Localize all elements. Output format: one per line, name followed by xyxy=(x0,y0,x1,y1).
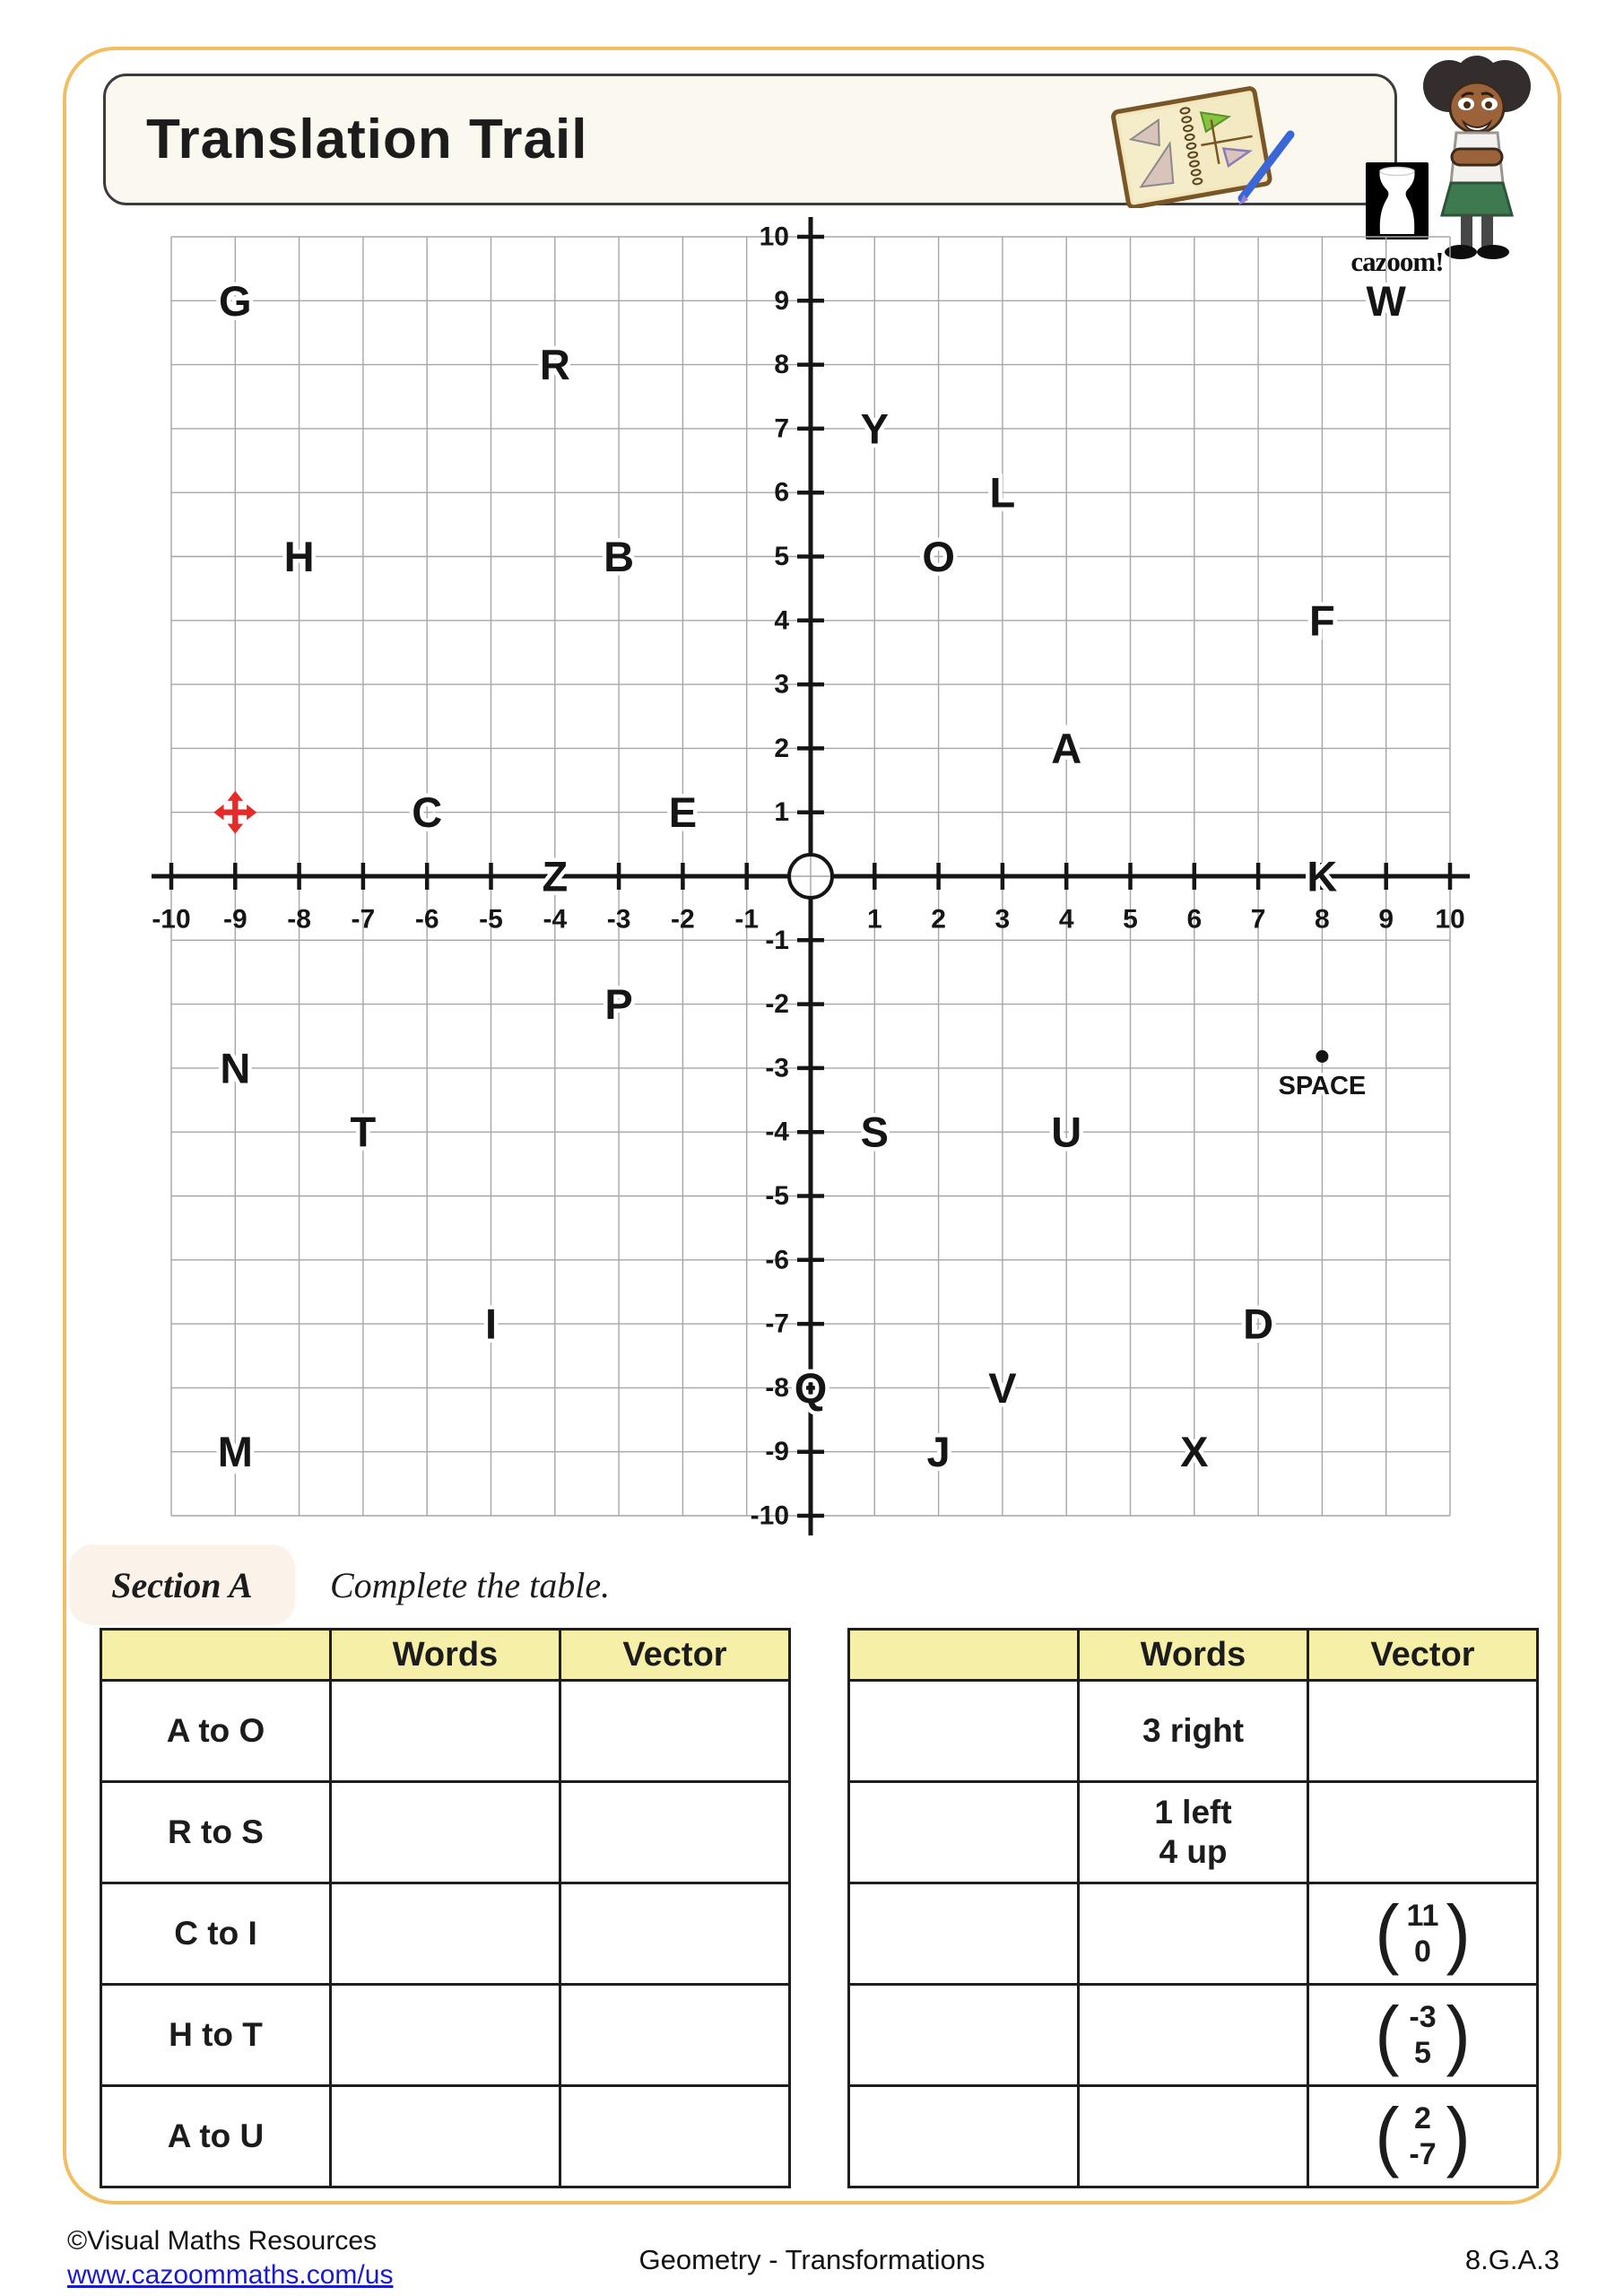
header-words: Words xyxy=(1079,1630,1308,1681)
paren-close: ) xyxy=(1446,1890,1471,1977)
x-tick-label: -4 xyxy=(543,904,568,935)
column-vector xyxy=(1309,1884,1536,1983)
vector-answer-cell xyxy=(1308,1782,1538,1883)
paren-open: ( xyxy=(1375,1991,1400,2078)
grid-point-N: N xyxy=(220,1044,251,1092)
vector-answer-cell xyxy=(560,1883,790,1985)
row-label-cell xyxy=(849,1883,1079,1985)
y-tick-label: -10 xyxy=(750,1500,789,1531)
y-tick-label: 4 xyxy=(774,605,789,636)
table-header-row xyxy=(101,1630,790,1681)
y-tick-label: 6 xyxy=(774,477,789,508)
words-line: 4 up xyxy=(1159,1833,1228,1870)
grid-point-Q: Q xyxy=(794,1363,828,1412)
grid-point-W: W xyxy=(1366,276,1406,325)
grid-point-X: X xyxy=(1180,1428,1209,1476)
y-tick-label: 9 xyxy=(774,285,789,316)
words-answer-cell xyxy=(331,1681,560,1782)
y-tick-label: -4 xyxy=(765,1117,789,1147)
y-tick-label: -8 xyxy=(765,1372,789,1403)
words-answer-cell xyxy=(331,1883,560,1985)
grid-point-G: G xyxy=(219,276,252,325)
row-label: H to T xyxy=(101,1985,331,2086)
words-answer-cell xyxy=(331,2086,560,2187)
grid-point-A: A xyxy=(1051,724,1082,772)
x-tick-label: 5 xyxy=(1123,904,1138,935)
footer-topic: Geometry - Transformations xyxy=(638,2244,986,2275)
row-label-cell xyxy=(849,1681,1079,1782)
vector-answer-cell xyxy=(1308,1681,1538,1782)
words-answer-cell xyxy=(1079,1883,1308,1985)
x-tick-label: -3 xyxy=(606,904,631,935)
table-row xyxy=(849,2086,1538,2187)
y-tick-label: 7 xyxy=(774,413,789,444)
y-tick-label: -5 xyxy=(765,1181,789,1211)
header-blank xyxy=(849,1630,1079,1681)
x-tick-label: -1 xyxy=(734,904,760,935)
space-point-label: SPACE xyxy=(1278,1071,1367,1100)
grid-point-M: M xyxy=(217,1428,253,1476)
words-answer-cell xyxy=(1079,1985,1308,2086)
vector-given-cell xyxy=(1308,1985,1538,2086)
x-tick-label: 8 xyxy=(1315,904,1330,935)
table-row xyxy=(849,1681,1538,1782)
words-given-cell xyxy=(1079,1782,1308,1883)
grid-point-E: E xyxy=(668,788,698,837)
vector-given-cell xyxy=(1308,2086,1538,2187)
vector-top: 11 xyxy=(1406,1898,1439,1933)
grid-point-Y: Y xyxy=(860,404,889,453)
vector-given-cell xyxy=(1308,1883,1538,1985)
website-link[interactable]: www.cazoommaths.com/us xyxy=(67,2260,394,2290)
x-tick-label: 4 xyxy=(1058,904,1074,935)
table-row xyxy=(849,1985,1538,2086)
x-tick-label: -2 xyxy=(671,904,695,935)
vector-answer-cell xyxy=(560,1681,790,1782)
vector-top: 2 xyxy=(1414,2100,1431,2135)
y-tick-label: 1 xyxy=(774,797,789,828)
y-tick-label: 2 xyxy=(774,733,789,763)
x-tick-label: 1 xyxy=(866,904,882,935)
notebook-geometry-icon xyxy=(1070,76,1330,208)
section-a-instruction: Complete the table. xyxy=(330,1565,611,1605)
grid-point-K: K xyxy=(1307,852,1338,900)
space-point-dot xyxy=(1316,1050,1328,1063)
y-tick-label: 3 xyxy=(774,669,789,700)
grid-point-V: V xyxy=(988,1363,1017,1412)
words-answer-cell xyxy=(1079,2086,1308,2187)
x-tick-label: 6 xyxy=(1186,904,1203,935)
grid-point-B: B xyxy=(604,533,635,580)
vector-bottom: 0 xyxy=(1414,1935,1431,1969)
y-tick-label: 10 xyxy=(759,222,789,252)
copyright-text: ©Visual Maths Resources xyxy=(67,2226,378,2256)
table-row xyxy=(101,1985,790,2086)
row-label-cell xyxy=(849,1985,1079,2086)
x-tick-label: -6 xyxy=(414,904,439,935)
row-label: A to U xyxy=(101,2086,331,2187)
x-tick-label: -5 xyxy=(479,904,503,935)
answer-table-right xyxy=(847,1628,1539,2188)
grid-point-L: L xyxy=(989,468,1016,517)
words-line: 1 left xyxy=(1154,1793,1232,1831)
x-tick-label: 7 xyxy=(1250,904,1266,935)
x-tick-label: 10 xyxy=(1435,904,1465,935)
grid-point-P: P xyxy=(604,980,633,1029)
x-tick-label: -10 xyxy=(152,904,191,935)
table-row xyxy=(849,1883,1538,1985)
paren-open: ( xyxy=(1375,2092,1400,2179)
grid-point-T: T xyxy=(350,1108,377,1156)
y-tick-label: -2 xyxy=(765,989,789,1020)
words-line: 3 right xyxy=(1142,1711,1245,1749)
header-vector: Vector xyxy=(1308,1630,1538,1681)
grid-point-J: J xyxy=(926,1428,951,1476)
table-row xyxy=(849,1782,1538,1883)
column-vector xyxy=(1309,1986,1536,2084)
x-tick-label: -7 xyxy=(351,904,376,935)
vector-answer-cell xyxy=(560,1782,790,1883)
footer-standard-code: 8.G.A.3 xyxy=(1464,2244,1559,2275)
vector-bottom: 5 xyxy=(1414,2036,1431,2070)
row-label: A to O xyxy=(101,1681,331,1782)
grid-point-R: R xyxy=(539,341,570,389)
table-header-row xyxy=(849,1630,1538,1681)
grid-point-F: F xyxy=(1309,596,1335,645)
y-tick-label: -9 xyxy=(765,1437,789,1467)
answer-table-left xyxy=(100,1628,791,2188)
table-row xyxy=(101,1782,790,1883)
y-tick-label: 8 xyxy=(774,350,789,380)
vector-answer-cell xyxy=(560,1985,790,2086)
section-a-badge xyxy=(69,1544,295,1625)
vector-answer-cell xyxy=(560,2086,790,2187)
header-vector: Vector xyxy=(560,1630,790,1681)
x-tick-label: 2 xyxy=(931,904,946,935)
grid-point-O: O xyxy=(922,533,955,580)
move-arrows-icon xyxy=(213,791,256,834)
header-blank xyxy=(101,1630,331,1681)
x-tick-label: -9 xyxy=(222,904,248,935)
words-given-cell xyxy=(1079,1681,1308,1782)
y-tick-label: -6 xyxy=(765,1245,789,1275)
grid-point-U: U xyxy=(1051,1108,1082,1156)
grid-point-D: D xyxy=(1243,1300,1274,1348)
table-row xyxy=(101,1883,790,1985)
x-tick-label: 9 xyxy=(1378,904,1394,935)
y-tick-label: -7 xyxy=(765,1309,789,1339)
y-tick-label: 5 xyxy=(774,542,789,571)
grid-point-C: C xyxy=(412,788,443,837)
row-label: R to S xyxy=(101,1782,331,1883)
paren-close: ) xyxy=(1446,1991,1471,2078)
grid-point-H: H xyxy=(283,533,315,580)
header-words: Words xyxy=(331,1630,560,1681)
cazoom-logo-text: cazoom! xyxy=(1350,246,1444,277)
words-answer-cell xyxy=(331,1985,560,2086)
paren-close: ) xyxy=(1446,2092,1471,2179)
vector-bottom: -7 xyxy=(1409,2137,1437,2171)
y-tick-label: -1 xyxy=(765,925,789,955)
x-tick-label: -8 xyxy=(287,904,311,935)
vector-top: -3 xyxy=(1409,1999,1437,2034)
page-title: Translation Trail xyxy=(146,109,588,170)
row-label-cell xyxy=(849,1782,1079,1883)
y-tick-label: -3 xyxy=(765,1053,789,1083)
column-vector xyxy=(1309,2087,1536,2186)
grid-point-Z: Z xyxy=(542,852,569,900)
grid-point-I: I xyxy=(484,1300,498,1348)
section-a-label: Section A xyxy=(111,1564,253,1605)
row-label: C to I xyxy=(101,1883,331,1985)
paren-open: ( xyxy=(1375,1890,1400,1977)
words-answer-cell xyxy=(331,1782,560,1883)
grid-point-S: S xyxy=(860,1108,889,1156)
x-tick-label: 3 xyxy=(994,904,1011,935)
table-row xyxy=(101,1681,790,1782)
coordinate-grid xyxy=(90,206,1507,1552)
table-row xyxy=(101,2086,790,2187)
row-label-cell xyxy=(849,2086,1079,2187)
